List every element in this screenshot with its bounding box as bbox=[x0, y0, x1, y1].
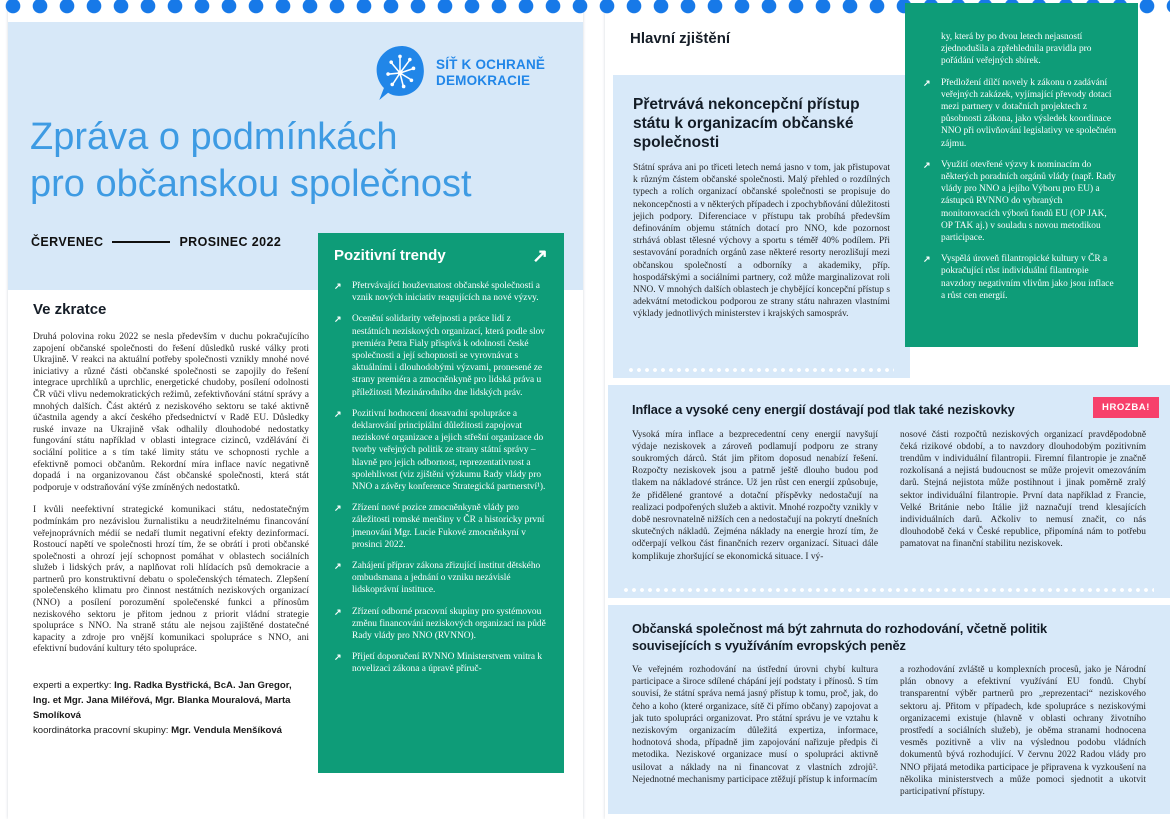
positive-trends-box bbox=[318, 233, 564, 773]
positive-trends-list bbox=[334, 280, 548, 676]
summary-text bbox=[33, 332, 309, 656]
date-dash bbox=[112, 241, 170, 243]
trend-item-text: Ocenění solidarity veřejnosti a práce lidí z nestátních neziskových organizací, která podle slov premiéra Petra Fialy přispívá k odolnosti české společnosti a její schopnosti se vyrovnávat s aktuálními i dlouhodobými výzvami, pronesené ze strany premiéra a zmocněnkyně pro lidská práva u příležitosti Mezinárodního dne lidských práv. bbox=[352, 314, 545, 398]
arrow-up-right-icon: ↗ bbox=[532, 246, 548, 267]
trend-item bbox=[334, 651, 548, 675]
trend-item-text: Přijetí doporučení RVNNO Ministerstvem vnitra k novelizaci zákona a úpravě příruč- bbox=[352, 652, 543, 675]
trend-item bbox=[334, 280, 548, 304]
arrow-bullet-icon: ↗ bbox=[334, 408, 342, 419]
report-title-line2: pro občanskou společnost bbox=[30, 163, 472, 205]
experts-label: experti a expertky: bbox=[33, 680, 115, 692]
summary-paragraph: Druhá polovina roku 2022 se nesla především v duchu pokračujícího zapojení občanské společnosti do řešení důsledků ruské války proti Ukrajině. V reakci na aktuální potřeby společnosti vznikly mnohé nové iniciativy a různé části občanské společnosti se zapojily do řešení integrace uprchlíků a uprchlic, energetické chudoby, posílení odolnosti ČR vůči vlivu nedemokratických režimů, zefektivňování státní správy a mnohých dalších. Část aktérů z neziskového sektoru se také aktivně účastnila agendy a akcí českého předsednictví v Radě EU. Důsledky ruské invaze na Ukrajině však odhalily dlouhodobé nedostatky fungování státu například v oblasti integrace cizinců, vzdělávání či sociální politice a s tím také limity státu ve schopnosti rychle a efektivně pomoci občanům. Rekordní míra inflace navíc negativně dopadá i na organizovanou část občanské společnosti, která stát podporuje v odstraňování výše zmíněných nedostatků. bbox=[33, 332, 309, 493]
arrow-bullet-icon: ↗ bbox=[923, 77, 931, 88]
experts-names: Ing. Radka Bystřická, BcA. Jan Gregor, Ing. et Mgr. Jana Miléřová, Mgr. Blanka Mouralová, Marta Smolíková bbox=[33, 680, 292, 722]
arrow-bullet-icon: ↗ bbox=[334, 606, 342, 617]
positive-trends-continued-list bbox=[923, 77, 1120, 302]
finding-title: Přetrvává nekoncepční přístup státu k organizacím občanské společnosti bbox=[633, 96, 860, 151]
trend-item-text: Zahájení příprav zákona zřizující institut dětského ombudsmana a jednání o vzniku nezávislé lidskoprávní instituce. bbox=[352, 561, 541, 596]
trend-item bbox=[334, 502, 548, 551]
summary-column bbox=[33, 301, 309, 738]
trend-item bbox=[334, 606, 548, 643]
logo-line1: SÍŤ K OCHRANĚ bbox=[436, 56, 546, 72]
inflation-columns bbox=[632, 429, 1146, 563]
inflation-title: Inflace a vysoké ceny energií dostávají pod tlak také neziskovky bbox=[632, 402, 1015, 417]
trend-item bbox=[923, 253, 1120, 302]
positive-trends-heading: Pozitivní trendy bbox=[334, 247, 446, 264]
finding-box bbox=[613, 75, 910, 378]
logo-leaf-icon bbox=[374, 44, 426, 101]
trend-item bbox=[923, 159, 1120, 244]
date-from: ČERVENEC bbox=[31, 235, 104, 249]
arrow-bullet-icon: ↗ bbox=[923, 254, 931, 265]
trend-item-text: Využití otevřené výzvy k nominacím do některých poradních orgánů vlády (např. Rady vlády pro NNO a jejího Výboru pro EU) a zástupců RVNNO do vybraných monitorovacích výborů fondů EU (OP JAK, OP TAK aj.) v souladu s novou metodikou participace. bbox=[941, 159, 1116, 244]
page-left bbox=[8, 0, 583, 819]
participation-section bbox=[608, 605, 1170, 814]
trend-item-text: Pozitivní hodnocení dosavadní spolupráce a deklarování principiální důležitosti zapojovat neziskové organizace a jejich střešní organizace do tvorby veřejných politik ze strany státní správy – hlavně pro jejich odbornost, reprezentativnost a spolehlivost (viz zjištění výzkumu Rady vlády pro NNO a závěry konference Strategická partnerství¹). bbox=[352, 408, 546, 493]
arrow-bullet-icon: ↗ bbox=[334, 281, 342, 291]
report-title-line1: Zpráva o podmínkách bbox=[30, 116, 398, 158]
trend-item bbox=[334, 560, 548, 597]
summary-paragraph: I kvůli neefektivní strategické komunikaci státu, nedostatečným podmínkám pro nezávislou žurnalistiku a neudržitelnému financování veřejnoprávních médií se nedaří tlumit negativní efekty dezinformací. Rostoucí napětí ve společnosti hrozí tím, že se obrátí i proti občanské společnosti a ohrozí její schopnost pomáhat v oblastech sociálních služeb i lidských práv, a naplňovat roli hlídacích psů demokracie a partnerů pro konstruktivní debatu o společenských tématech. Zlepšení společenského klimatu pro činnost nestátních neziskových organizací (NNO) a posílení porozumění společenské funkci a přínosům neziskového sektoru je přitom jednou z priorit vládní strategie spolupráce s NNO. Na straně státu ale nejsou zajištěné dostatečné kapacity a zdroje pro vnější komunikaci spolupráce s NNO, ani efektivní budování kultury této spolupráce. bbox=[33, 505, 309, 655]
report-title bbox=[30, 114, 472, 208]
threat-badge: HROZBA! bbox=[1093, 397, 1159, 418]
experts-line bbox=[33, 678, 309, 723]
trend-continuation-text: ky, která by po dvou letech nejasností zjednodušila a zpřehlednila pravidla pro pořádání veřejných sbírek. bbox=[941, 32, 1092, 67]
section-heading-ve-zkratce: Ve zkratce bbox=[33, 301, 107, 318]
inflation-column-2: nosové části rozpočtů neziskových organizací pravděpodobně čeká rizikové období, a to navzdory dlouhodobým pozitivním trendům v individuální filantropii. Firemní filantropie je značně rozkolísaná a nejistá budoucnost se může projevit omezováním darů. Stejná nejistota může postihnout i jinak poměrně zralý sektor individuální filantropie. První data například z Francie, Velké Británie nebo Itálie již naznačují trend klesajících individuálních darů. Ačkoliv to nemusí značit, co nás dlouhodobě čeká v České republice, připomíná nám to potřebu pamatovat na finanční stabilitu neziskovek. bbox=[900, 429, 1146, 550]
finding-text: Státní správa ani po třiceti letech nemá jasno v tom, jak přistupovat k různým částem občanské společnosti. Malý přehled o rozdílných typech a rolích organizací občanské společnosti se propisuje do nekoncepčnosti a v některých případech i zpochybňování důležitosti jejich podpory. Diferenciace v přístupu tak probíhá především definováním objemu státních dotací pro NNO, kde pozornost strhává oblast tělesné výchovy a sportu s téměř 40% podílem. Při sestavování poradních orgánů zase některé resorty nerozlišují mezi občanskou společností a odborníky a akademiky, příp. hospodářskými a sociálními partnery, což může marginalizovat roli NNO. V mnohých dalších oblastech je chybějící koncepční přístup s adekvátní metodickou podporou ze strany státu nahrazen vlastními výklady jednotlivých ministerstev i krajských samospráv. bbox=[633, 163, 890, 320]
positive-trends-continued-box bbox=[905, 3, 1138, 347]
logo-wordmark bbox=[436, 57, 545, 89]
coordinator-line bbox=[33, 723, 309, 738]
trend-item-text: Zřízení nové pozice zmocněnkyně vlády pro záležitosti romské menšiny v ČR a historicky první jmenování Mgr. Lucie Fukové zmocněnkyní v prosinci 2022. bbox=[352, 503, 545, 550]
participation-columns bbox=[632, 664, 1146, 798]
trend-item-text: Zřízení odborné pracovní skupiny pro systémovou změnu financování neziskových organizací na půdě Rady vlády pro NNO (RVNNO). bbox=[352, 606, 546, 642]
trend-item-text: Přetrvávající houževnatost občanské společnosti a vznik nových iniciativ reagujících na nové výzvy. bbox=[352, 281, 540, 304]
arrow-bullet-icon: ↗ bbox=[334, 503, 342, 514]
participation-title: Občanská společnost má být zahrnuta do rozhodování, včetně politik souvisejících s využíváním evropských peněz bbox=[632, 621, 1048, 653]
credits bbox=[33, 678, 309, 738]
coordinator-name: Mgr. Vendula Menšíková bbox=[171, 725, 283, 737]
trend-item bbox=[923, 77, 1120, 150]
positive-trends-header bbox=[334, 247, 548, 266]
arrow-bullet-icon: ↗ bbox=[334, 561, 342, 572]
date-to: PROSINEC 2022 bbox=[179, 235, 282, 249]
participation-column-1: Ve veřejném rozhodování na ústřední úrovni chybí kultura participace a široce sdílené chápání její podstaty i přínosů. S tím souvisí, že státní správa nemá jasný přístup k tomu, proč, jak, do čeho a koho (které organizace, sítě či přímo občany) zapojovat a jak tuto spolupráci organizovat. Pro státní správu je ve vztahu k neziskovým organizacím důležitá expertiza, informace, hodnotová shoda, případně jim zapojování nařizuje předpis či metodika. Neziskové organizace musí o spolupráci aktivně usilovat a náklady na ni financovat z vlastních zdrojů². Nejednotné mechanismy participace ztěžují přístup k informacím bbox=[632, 665, 878, 785]
date-range bbox=[31, 235, 281, 249]
main-findings-heading: Hlavní zjištění bbox=[630, 30, 731, 47]
trend-item-text: Předložení dílčí novely k zákonu o zadávání veřejných zakázek, vyjímající převody dotací mezi partnery v dotačních projektech z působnosti zákona, jako výsledek koordinace NNO při ovlivňování legislativy ve společném zájmu. bbox=[941, 77, 1117, 149]
logo bbox=[374, 44, 545, 101]
arrow-bullet-icon: ↗ bbox=[334, 314, 342, 325]
logo-line2: DEMOKRACIE bbox=[436, 72, 531, 88]
trend-item-text: Vyspělá úroveň filantropické kultury v ČR a pokračující růst individuální filantropie navzdory negativním vlivům jako jsou inflace a růst cen energií. bbox=[941, 254, 1114, 301]
coordinator-label: koordinátorka pracovní skupiny: bbox=[33, 725, 172, 737]
trend-item bbox=[334, 408, 548, 493]
inflation-column-1: Vysoká míra inflace a bezprecedentní ceny energií navyšují výdaje neziskovek a zároveň podlamují podporu ze strany soukromých dárců. Stát jim přitom doposud nenabízí řešení. Rozpočty neziskovek jsou a patrně ještě dlouho budou pod tlakem na nákladové stránce. Už jen růst cen energií způsobuje, že přidělené grantové a dotační příspěvky nedostačují na realizaci podpořených služeb a aktivit. Mnohé rozpočty vznikly v době nesrovnatelně nižších cen a nedostačují na pokrytí dnešních skutečných nákladů. Zejména náklady na energie hrozí tím, že odčerpají velkou část finančních rezerv organizací. Situaci dále komplikuje zhoršující se ekonomická situace. I vý- bbox=[632, 429, 879, 562]
page-right bbox=[605, 0, 1170, 819]
arrow-bullet-icon: ↗ bbox=[923, 159, 931, 170]
participation-column-2: a rozhodování zvláště u komplexních procesů, jako je Národní plán obnovy a efektivní využívání EU fondů. Chybí transparentní výběr partnerů pro „reprezentaci“ neziskového sektoru aj. Přitom v případech, kde spolupráce s neziskovými organizacemi existuje (hlavně v oblasti ochrany životního prostředí a sociálních služeb), je oběma stranami hodnocena vesměs pozitivně a vliv na výslednou podobu vládních dokumentů bývá rozhodující. V červnu 2022 Radou vlády pro NNO přijatá metodika participace je připravena k vyzkoušení na několika ministerstvech a může pomoci sjednotit a ukotvit participativní přístupy. bbox=[900, 665, 1146, 798]
trend-item bbox=[334, 313, 548, 398]
arrow-bullet-icon: ↗ bbox=[334, 652, 342, 663]
inflation-section bbox=[608, 385, 1170, 598]
